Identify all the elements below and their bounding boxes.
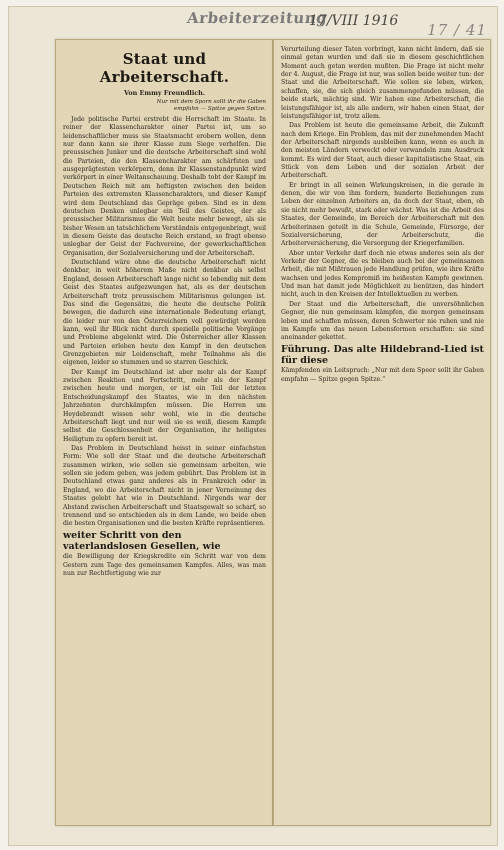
clipping-left-column <box>55 39 273 826</box>
paragraph: Verurteilung dieser Taten vorbringt, kann nicht ändern, daß sie einmal getan wurden und daß sie in diesem geschichtlichen Moment auch getan werden mußten. Die Frage ist nicht mehr der 4. August, die Frage ist nur, was sollen beide weiter tun: der Staat und die Arbeiterschaft. Wie sollen sie leben, wirken, schaffen, sie, die sich gleich zusammengefunden müssen, die beide stark, mächtig sind. Wir haben eine Arbeiterschaft, die leistungsfähiger ist, als alle andern, wir haben einen Staat, der leistungsfähiger ist, trotz allem. <box>281 46 484 120</box>
emphasized-line: Führung. Das alte Hildebrand-Lied ist für diese <box>281 343 484 367</box>
paragraph: Der Kampf im Deutschland ist aber mehr als der Kampf zwischen Reaktion und Fortschritt, mehr als der Kampf zwischen heute und morgen, er ist ein Teil der letzten Entscheidungskampf des Staates, wie in den nächsten Jahrzehnten durchkämpfen müssen. Die Herren um Heydebrandt wissen sehr wohl, wie in die deutsche Arbeiterschaft liegt und nur weil sie es weiß, diesem Kampfe selbst die Geschlossenheit der Organisation, ihr heiligstes Heiligtum zu opfern bereit ist. <box>63 368 266 443</box>
paragraph: Jede politische Partei erstrebt die Herrschaft im Staate. In reiner der Klassencharakter einer Partei ist, um so leidenschaftlicher muss sie Staatsmacht erobern wollen, denn nur dann kann sie ihrer Klasse zum Siege verhelfen. Die preussischen Junker und die deutsche Arbeiterschaft sind wohl die Parteien, die den Klassencharakter am schärfsten und ausgeprägtesten verkörpern, denn ihr Klassenstandpunkt wird verkörpert in einer Weltanschauung. Deshalb tobt der Kampf im Deutschen Reich mit am heftigsten zwischen den beiden Parteien des extremsten Klassencharakters, und dieser Kampf wird dem Deutschland das Gepräge geben. Sind es in dem deutschen Denken unlegbar ein Teil des Geistes, der als preussischer Militarismus die Welt heute mehr bewegt, als sie bisher Wesen an tatsächlichem Verständnis entgegenbringt, weil in diesem Geiste das deutsche Reich erstand, so fragt ebenso unlegbar der Geist der Fachvereine, der gewerkschaftlichen Organisation, der Sozialversicherung und der Arbeiterschaft. <box>63 115 266 257</box>
emphasized-line: weiter Schritt von den vaterlandslosen Gesellen, wie <box>63 529 221 553</box>
paragraph: Der Staat und die Arbeiterschaft, die unversöhnlichen Gegner, die nun gemeinsam kämpfen, die morgen gemeinsam leben und schaffen müssen, deren Schwerter nie ruhen und nie im Kampfe um das neuen Lebensformen erschaffen: sie sind aneinander gekettet. <box>281 300 484 342</box>
paragraph: Das Problem ist heute die gemeinsame Arbeit, die Zukunft nach dem Kriege. Ein Problem, das mit der zunehmenden Macht der Arbeiterschaft nirgends ausbleiben kann, wenn es auch in den meisten Ländern verweckt oder verwandeln zum Ausdruck kommt. Es wird der Staat, auch dieser kapitalistische Staat, ein Stück von dem Leben und der sozialen Arbeit der Arbeiterschaft. <box>281 122 484 180</box>
article-title: Staat und Arbeiterschaft. <box>99 50 230 86</box>
handwritten-date: 17/VIII 1916 <box>309 13 399 29</box>
clipping-right-column <box>273 39 491 826</box>
paragraph: die Bewilligung der Kriegskredite ein Schritt war von dem Gestern zum Tage des gemeinsamen Kampfes. Alles, was man nun zur Rechtfertigung wie zur <box>63 553 266 578</box>
paragraph: Aber unter Verkehr darf doch nie etwas anderes sein als der Verkehr der Gegner, die es bleiben auch bei der gemeinsamen Arbeit, die mit Mißtrauen jede Handlung prüfen, wie ihre Kräfte wachsen und jedes Kompromiß im heißesten Kampfe gewinnen. Und man hat damit jede Möglichkeit zu benützen, das hindert nicht, auch in den Kreisen der Intellektuellen zu werben. <box>281 249 484 299</box>
newspaper-masthead: Arbeiterzeitung <box>186 9 329 27</box>
paragraph: Er bringt in all seinen Wirkungskreisen, in die gerade in denen, die wir von ihm fordern, hunderte Beziehungen zum Leben der einzelnen Arbeiters an, da doch der Staat, eben, ob sie nicht mehr bewußt, stark oder wächst. Was ist die Arbeit des Staates, der Gemeinde, im Bereich der Arbeiterschaft mit den Arbeiterinnen geteilt in die Schule, Gemeinde, Fürsorge, der Sozialversicherung, der Arbeiterschutz, die Arbeiterversicherung, die Versorgung der Kriegerfamilien. <box>281 181 484 248</box>
paragraph: Kämpfenden ein Leitspruch: „Nur mit dem Speer sollt ihr Gaben empfahn — Spitze gegen Spitze.“ <box>281 367 484 383</box>
article-motto: Nur mit dem Sporn sollt ihr die Gaben empfahn — Spitze gegen Spitze. <box>156 99 266 112</box>
paragraph: Deutschland wäre ohne die deutsche Arbeiterschaft nicht denkbar, in weit höherem Maße nicht denkbar als selbst England, dessen Arbeiterschaft lange nicht so lebendig mit dem Geist des Staates aufgezwungen hat, als es der deutschen Arbeiterschaft trotz preussischem Militarismus gelungen ist. Das sind die Gegensätze, die heute die deutsche Politik bewegen, die dadurch eine internationale Bedeutung erlangt, die leider nur von den Österreichern voll gewürdigt werden kann, weil ihr Blick nicht durch spezielle politische Vorgänge und Probleme abgelenkt wird. Die Österreicher aller Klassen und Parteien erleben heute den Kampf in den deutschen Grenzgebieten mir Leidenschaft, mehr Teilnahme als die eigenen, leider so stummen und so starren Geschick. <box>63 259 266 367</box>
paragraph: Das Problem in Deutschland heisst in seiner einfachsten Form: Wie soll der Staat und die deutsche Arbeiterschaft zusammen wirken, wie sollen sie gemeinsam arbeiten, wie sollen sie jedem geben, was jedem gebührt. Das Problem ist in Deutschland etwas ganz anderes als in Frankreich oder in England, wo die Arbeiterschaft nicht in jener Verneinung des Staates gelebt hat wie in Deutschland. Nirgends war der Abstand zwischen Arbeiterschaft und Staatsgewalt so scharf, so trennend und so entschieden als in dem Lande, wo beide eben die besten Organisationen und die besten Kräfte repräsentieren. <box>63 444 266 528</box>
article-byline: Von Emmy Freundlich. <box>123 89 206 97</box>
margin-note: 17 / 41 <box>427 21 487 39</box>
archive-sheet <box>8 6 498 846</box>
